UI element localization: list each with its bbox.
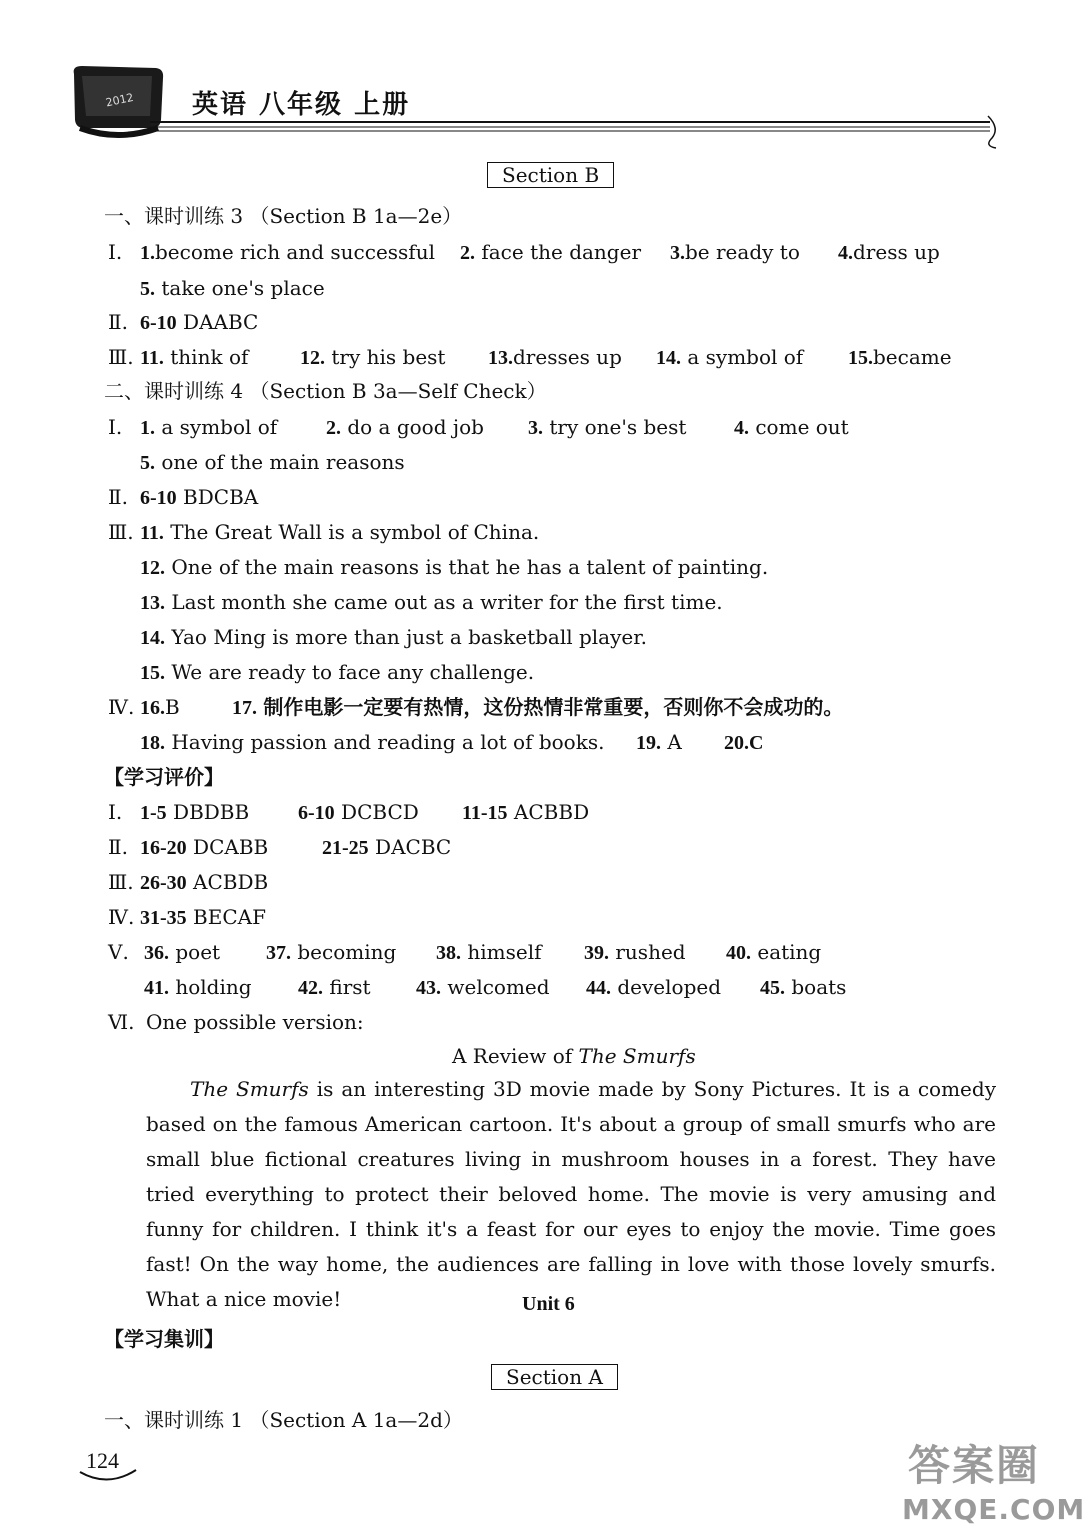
answer-item: 37. becoming <box>266 940 397 964</box>
answer-item: 26-30 ACBDB <box>140 870 269 894</box>
evaluation-heading: 【学习评价】 <box>104 765 224 789</box>
collect-heading: 【学习集训】 <box>104 1327 224 1351</box>
answer-item: 6-10 DAABC <box>140 310 259 334</box>
answer-item: 44. developed <box>586 975 722 999</box>
svg-text:2012: 2012 <box>104 90 135 110</box>
answer-item: 6-10 DCBCD <box>298 800 419 824</box>
section-b-label: Section B <box>487 162 614 188</box>
part2-heading: 二、课时训练 4 （Section B 3a—Self Check） <box>104 379 547 403</box>
answer-item: 12. try his best <box>300 345 446 369</box>
roman-numeral: Ⅱ. <box>108 485 128 509</box>
answer-item: 18. Having passion and reading a lot of books. <box>140 730 605 754</box>
header-rule <box>150 112 1020 152</box>
roman-numeral: Ⅲ. <box>108 520 134 544</box>
roman-numeral: Ⅰ. <box>108 240 123 264</box>
watermark-url: MXQE.COM <box>902 1493 1085 1526</box>
answer-item: 4.dress up <box>838 240 940 264</box>
answer-item: 42. first <box>298 975 371 999</box>
answer-item: 38. himself <box>436 940 542 964</box>
answer-item: 36. poet <box>144 940 221 964</box>
answer-item: 11. think of <box>140 345 249 369</box>
answer-item: 2. do a good job <box>326 415 484 439</box>
roman-numeral: Ⅲ. <box>108 870 134 894</box>
answer-item: 5. take one's place <box>140 276 325 300</box>
answer-item: 14. Yao Ming is more than just a basketball player. <box>140 625 647 649</box>
roman-numeral: Ⅰ. <box>108 415 123 439</box>
answer-item: 19. A <box>636 730 682 754</box>
header-title: 英语 八年级 上册 <box>192 90 411 120</box>
answer-item: 31-35 BECAF <box>140 905 266 929</box>
answer-item: 14. a symbol of <box>656 345 804 369</box>
roman-numeral: Ⅳ. <box>108 695 135 719</box>
vi-text: One possible version: <box>146 1010 364 1034</box>
answer-item: 3.be ready to <box>670 240 800 264</box>
answer-item: 3. try one's best <box>528 415 687 439</box>
roman-numeral: Ⅵ. <box>108 1010 135 1034</box>
roman-numeral: Ⅱ. <box>108 310 128 334</box>
page-number: 124 <box>86 1448 119 1473</box>
answer-item: 20.C <box>724 732 764 754</box>
answer-item: 15. We are ready to face any challenge. <box>140 660 535 684</box>
answer-item: 17. 制作电影一定要有热情，这份热情非常重要，否则你不会成功的。 <box>232 695 844 719</box>
unit6-part1-heading: 一、课时训练 1 （Section A 1a—2d） <box>104 1408 463 1432</box>
essay-title: A Review of The Smurfs <box>452 1044 696 1068</box>
answer-item: 40. eating <box>726 940 822 964</box>
answer-item: 16.B <box>140 695 180 719</box>
essay-body: The Smurfs is an interesting 3D movie made by Sony Pictures. It is a comedy based on the famous American cartoon. It's about a group of small smurfs who are small blue fictional creatures living in mushroom houses in a forest. They have tried everything to protect their beloved home. The movie is very amusing and funny for children. I think it's a feast for our eyes to enjoy the movie. Time goes fast! On the way home, the audiences are falling in love with those lovely smurfs. What a nice movie! <box>146 1077 996 1311</box>
answer-item: 6-10 BDCBA <box>140 485 259 509</box>
roman-numeral: Ⅴ. <box>108 940 129 964</box>
answer-item: 21-25 DACBC <box>322 835 452 859</box>
roman-numeral: Ⅱ. <box>108 835 128 859</box>
answer-item: 43. welcomed <box>416 975 550 999</box>
answer-item: 13. Last month she came out as a writer for the first time. <box>140 590 723 614</box>
answer-item: 39. rushed <box>584 940 686 964</box>
roman-numeral: Ⅰ. <box>108 800 123 824</box>
answer-item: 12. One of the main reasons is that he has a talent of painting. <box>140 555 769 579</box>
answer-item: 4. come out <box>734 415 849 439</box>
answer-item: 1. a symbol of <box>140 415 278 439</box>
answer-item: 1.become rich and successful <box>140 240 435 264</box>
answer-item: 15.became <box>848 345 952 369</box>
answer-item: 2. face the danger <box>460 240 641 264</box>
roman-numeral: Ⅳ. <box>108 905 135 929</box>
answer-item: 16-20 DCABB <box>140 835 269 859</box>
answer-item: 11-15 ACBBD <box>462 800 590 824</box>
answer-item: 45. boats <box>760 975 847 999</box>
watermark-logo: 答案圈 <box>908 1441 1041 1490</box>
section-a-label: Section A <box>491 1364 618 1390</box>
page-number-swoosh-icon <box>78 1466 138 1486</box>
answer-item: 5. one of the main reasons <box>140 450 405 474</box>
part1-heading: 一、课时训练 3 （Section B 1a—2e） <box>104 204 463 228</box>
unit-title: Unit 6 <box>522 1293 575 1315</box>
answer-item: 11. The Great Wall is a symbol of China. <box>140 520 540 544</box>
answer-item: 41. holding <box>144 975 252 999</box>
answer-item: 13.dresses up <box>488 345 622 369</box>
roman-numeral: Ⅲ. <box>108 345 134 369</box>
answer-item: 1-5 DBDBB <box>140 800 250 824</box>
